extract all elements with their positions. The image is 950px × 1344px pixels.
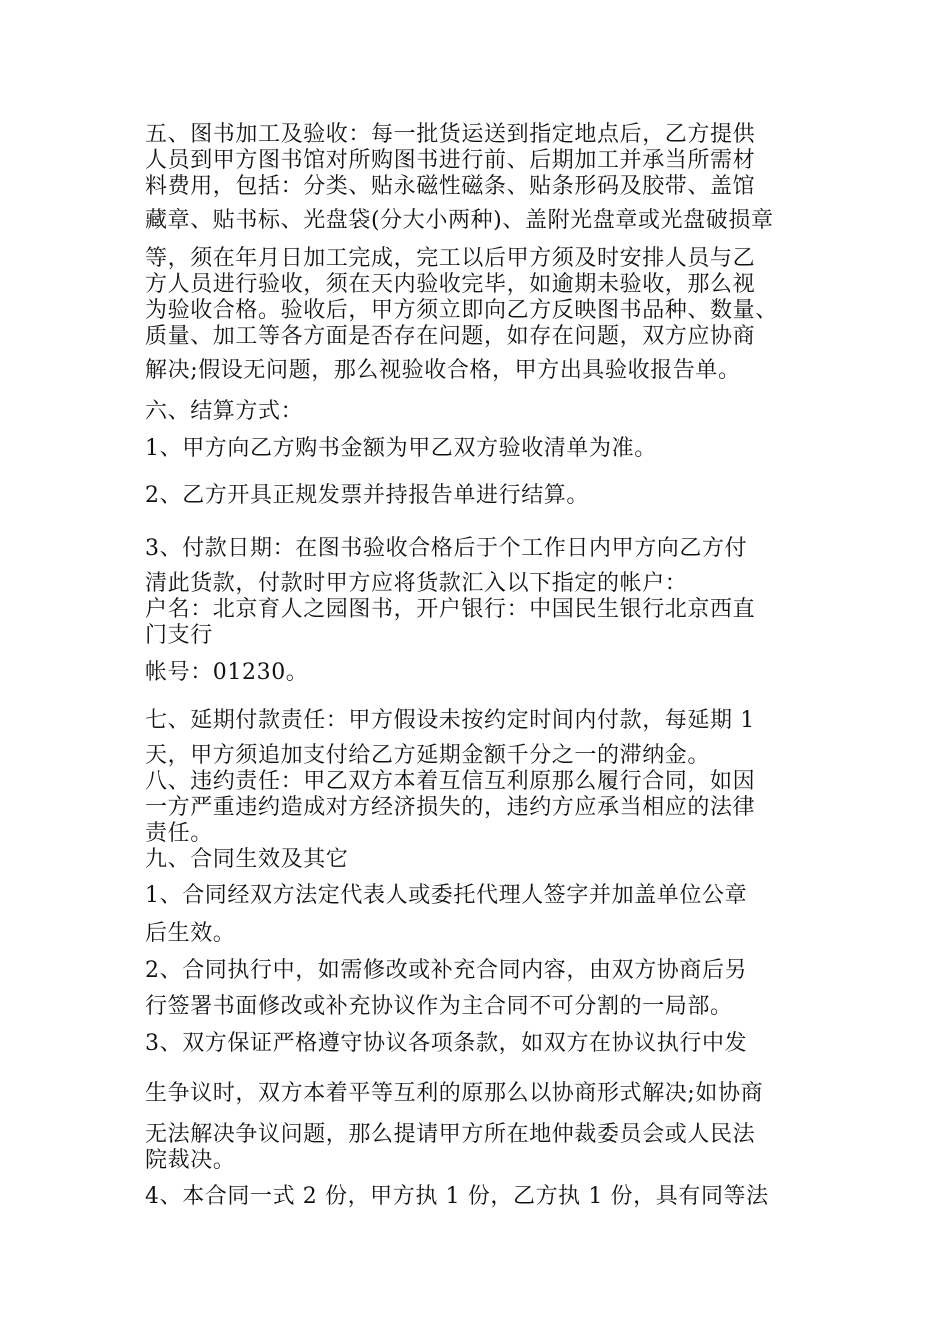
text-line: 解决;假设无问题，那么视验收合格，甲方出具验收报告单。 (145, 358, 741, 383)
text-line: 六、结算方式： (145, 399, 304, 424)
text-line: 帐号：01230。 (145, 660, 309, 685)
text-line: 4、本合同一式 2 份，甲方执 1 份，乙方执 1 份，具有同等法 (145, 1184, 769, 1209)
text-line: 户名：北京育人之园图书，开户银行：中国民生银行北京西直 (145, 597, 756, 622)
text-line: 2、乙方开具正规发票并持报告单进行结算。 (145, 483, 589, 508)
text-line: 2、合同执行中，如需修改或补充合同内容，由双方协商后另 (145, 958, 748, 983)
text-line: 无法解决争议问题，那么提请甲方所在地仲裁委员会或人民法 (145, 1122, 756, 1147)
text-line: 等，须在年月日加工完成，完工以后甲方须及时安排人员与乙 (145, 246, 756, 271)
text-line: 门支行 (145, 623, 213, 648)
text-line: 料费用，包括：分类、贴永磁性磁条、贴条形码及胶带、盖馆 (145, 174, 756, 199)
text-line: 方人员进行验收，须在天内验收完毕，如逾期未验收，那么视 (145, 272, 756, 297)
text-line: 院裁决。 (145, 1148, 236, 1173)
text-line: 生争议时，双方本着平等互利的原那么以协商形式解决;如协商 (145, 1081, 764, 1106)
text-line: 质量、加工等各方面是否存在问题，如存在问题，双方应协商 (145, 324, 756, 349)
text-line: 一方严重违约造成对方经济损失的，违约方应承当相应的法律 (145, 795, 756, 820)
text-line: 九、合同生效及其它 (145, 847, 349, 872)
text-line: 藏章、贴书标、光盘袋(分大小两种)、盖附光盘章或光盘破损章 (145, 208, 774, 233)
text-line: 后生效。 (145, 921, 236, 946)
text-line: 清此货款，付款时甲方应将货款汇入以下指定的帐户： (145, 571, 688, 596)
text-line: 人员到甲方图书馆对所购图书进行前、后期加工并承当所需材 (145, 148, 756, 173)
text-line: 行签署书面修改或补充协议作为主合同不可分割的一局部。 (145, 994, 733, 1019)
text-line: 五、图书加工及验收：每一批货运送到指定地点后，乙方提供 (145, 122, 756, 147)
text-line: 为验收合格。验收后，甲方须立即向乙方反映图书品种、数量、 (145, 298, 778, 323)
text-line: 天，甲方须追加支付给乙方延期金额千分之一的滞纳金。 (145, 743, 711, 768)
text-line: 1、合同经双方法定代表人或委托代理人签字并加盖单位公章 (145, 883, 748, 908)
text-line: 责任。 (145, 821, 213, 846)
text-line: 七、延期付款责任：甲方假设未按约定时间内付款，每延期 1 (145, 708, 755, 733)
text-line: 八、违约责任：甲乙双方本着互信互利原那么履行合同，如因 (145, 769, 756, 794)
text-line: 3、付款日期：在图书验收合格后于个工作日内甲方向乙方付 (145, 536, 748, 561)
text-line: 3、双方保证严格遵守协议各项条款，如双方在协议执行中发 (145, 1031, 748, 1056)
text-line: 1、甲方向乙方购书金额为甲乙双方验收清单为准。 (145, 436, 657, 461)
